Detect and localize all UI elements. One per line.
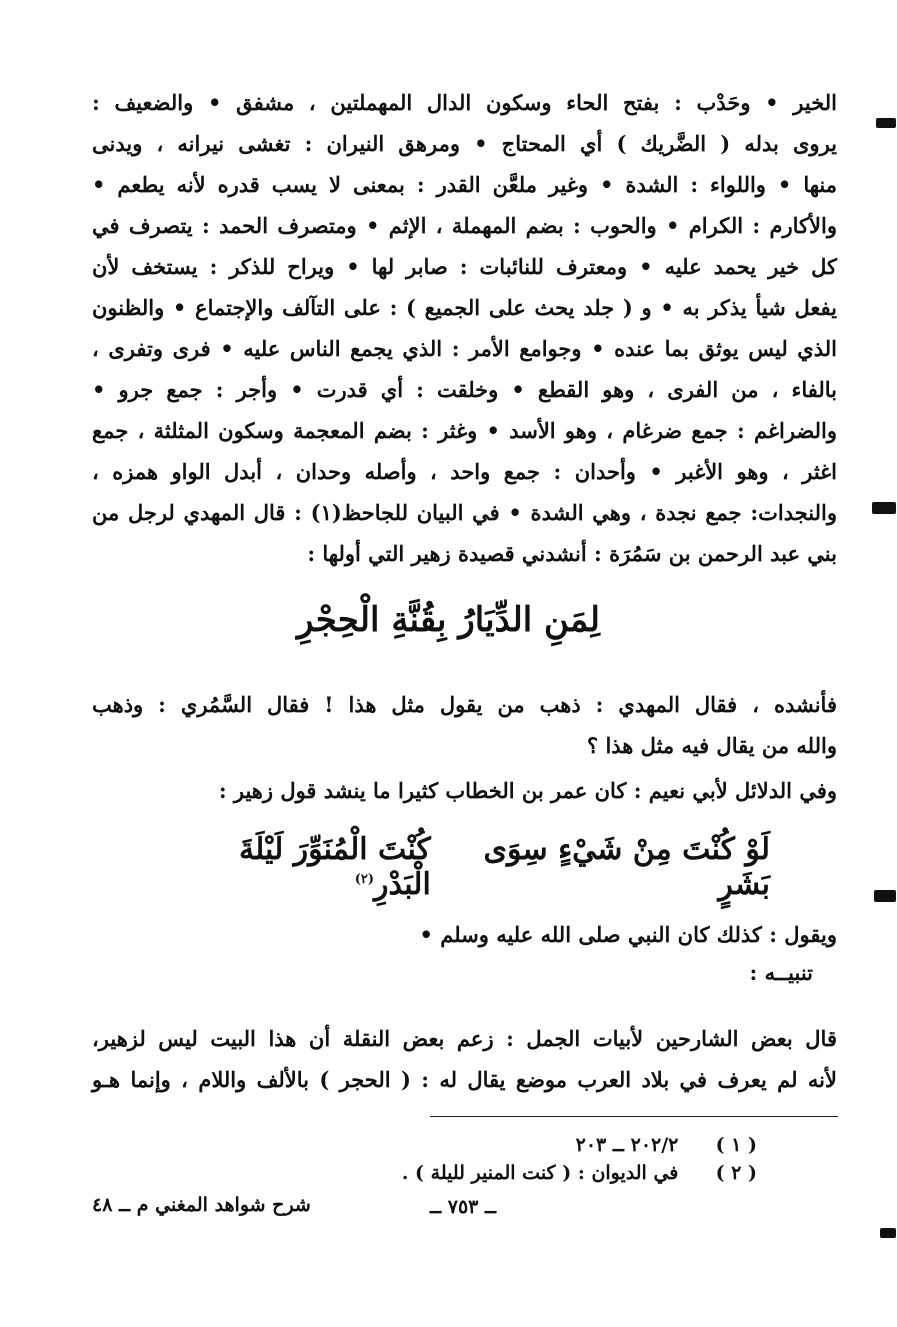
footnote-divider <box>430 1116 838 1117</box>
text-line: وفي الدلائل لأبي نعيم : كان عمر بن الخطاب كثيرا ما ينشد قول زهير : <box>218 778 837 803</box>
paragraph-glossary <box>92 82 837 574</box>
footnote-number: ( ٢ ) <box>715 1162 757 1184</box>
verse-second-hemistich-text: كُنْتَ الْمُنَوِّرَ لَيْلَةَ الْبَدْرِ <box>239 832 431 902</box>
verse-first-hemistich: لَوْ كُنْتَ مِنْ شَيْءٍ سِوَى بَشَرٍ <box>483 832 770 902</box>
footnote-1 <box>576 1134 757 1156</box>
footnote-ref: (٢) <box>354 872 375 887</box>
text-line: قال بعض الشارحين لأبيات الجمل : زعم بعض النقلة أن هذا البيت ليس لزهير، <box>92 1026 837 1051</box>
footnote-text: ٢٠٢/٢ ــ ٢٠٣ <box>575 1134 679 1156</box>
text-line: الخير • وحَدْب : بفتح الحاء وسكون الدال المهملتين ، مشفق • والضعيف : <box>92 90 837 115</box>
text-line: ويقول : كذلك كان النبي صلى الله عليه وسلم • <box>419 922 837 947</box>
text-line: بني عبد الرحمن بن سَمُرَة : أنشدني قصيدة زهير التي أولها : <box>307 541 837 566</box>
text-line: منها • واللواء : الشدة • وغير ملعَّن القدر : بمعنى لا يسب قدره لأنه يطعم • <box>92 172 837 197</box>
text-line: الذي ليس يوثق بما عنده • وجوامع الأمر : الذي يجمع الناس عليه • فرى وتفرى ، <box>92 336 837 361</box>
paragraph-note <box>92 1018 837 1100</box>
text-line: والله من يقال فيه مثل هذا ؟ <box>586 733 837 758</box>
text-line: لأنه لم يعرف في بلاد العرب موضع يقال له : ( الحجر ) بالألف واللام ، وإنما هـو <box>92 1067 837 1092</box>
footer-book-title: شرح شواهد المغني م ــ ٤٨ <box>92 1194 311 1216</box>
text-line: يفعل شيأ يذكر به • و ( جلد يحث على الجميع ) : على التآلف والإجتماع • والظنون <box>92 295 837 320</box>
verse-line: لِمَنِ الدِّيَارُ بِقُنَّةِ الْحِجْرِ <box>297 600 600 640</box>
scan-edge-mark <box>876 118 896 128</box>
footnote-text: في الديوان : ( كنت المنير لليلة ) . <box>401 1162 679 1184</box>
footnote-number: ( ١ ) <box>715 1134 757 1156</box>
scan-edge-mark <box>872 502 896 514</box>
paragraph-mahdi-anecdote <box>92 684 837 766</box>
page-number: ــ ٧٥٣ ــ <box>430 1196 497 1218</box>
section-heading: تنبيــه : <box>749 960 813 985</box>
verse-couplet <box>160 832 770 902</box>
text-line: فأنشده ، فقال المهدي : ذهب من يقول مثل هذا ! فقال السَّمُري : وذهب <box>92 692 837 717</box>
verse-second-hemistich <box>160 832 431 902</box>
paragraph-dalail <box>92 770 837 811</box>
text-line: بالفاء ، من الفرى ، وهو القطع • وخلقت : أي قدرت • وأجر : جمع جرو • <box>92 377 837 402</box>
text-line: والضراغم : جمع ضرغام ، وهو الأسد • وغثر : بضم المعجمة وسكون المثلثة ، جمع <box>92 418 837 443</box>
footnote-2 <box>402 1162 757 1184</box>
text-line: كل خير يحمد عليه • ومعترف للنائبات : صابر لها • ويراح للذكر : يستخف لأن <box>92 254 837 279</box>
scan-edge-mark <box>874 890 896 902</box>
paragraph-prophet <box>92 914 837 955</box>
text-line: والنجدات: جمع نجدة ، وهي الشدة • في البيان للجاحظ(١) : قال المهدي لرجل من <box>92 500 837 525</box>
text-line: اغثر ، وهو الأغبر • وأحدان : جمع واحد ، وأصله وحدان ، أبدل الواو همزه ، <box>92 459 837 484</box>
text-line: يروى بدله ( الضَّريك ) أي المحتاج • ومرهق النيران : تغشى نيرانه ، ويدنى <box>92 131 837 156</box>
scan-edge-mark <box>880 1228 896 1238</box>
text-line: والأكارم : الكرام • والحوب : بضم المهملة ، الإثم • ومتصرف الحمد : يتصرف في <box>92 213 837 238</box>
